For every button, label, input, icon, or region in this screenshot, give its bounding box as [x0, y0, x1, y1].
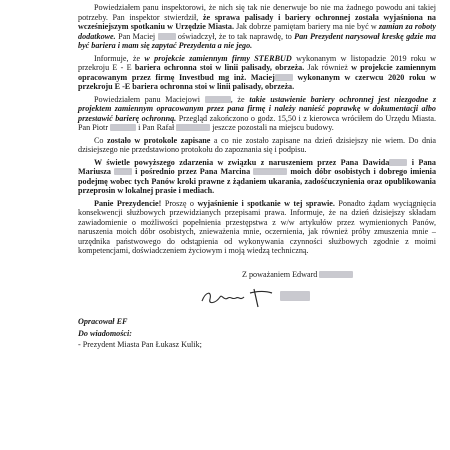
paragraph-1 — [78, 3, 436, 51]
text-run: Pan Prezydent narysował kreskę gdzie ma być bariera i mam się zapytać Prezydenta a nie jego. — [78, 31, 436, 50]
text-run: zostało w protokole zapisane — [107, 135, 211, 145]
signature-icon — [198, 285, 348, 309]
text-run: Przegląd zakończono o godz. 15,50 i z kierowca wróciłem do Urzędu Miasta. Pan Piotr — [78, 113, 436, 132]
redacted-name — [205, 96, 231, 103]
text-run: bariera ochronna stoi w linii palisady, obrzeża. — [134, 63, 305, 72]
text-run: Powiedziałem panu inspektorowi, że nich się tak nie denerwuje bo nie ma żadnego powodu ani takiej potrzeby. Pan inspektor stwierdził, — [78, 3, 436, 22]
text-run: w projekcie zamiennym opracowanym przez firmę Investbud mg inż. Maciej — [78, 63, 437, 82]
signoff — [242, 270, 436, 280]
text-run: jeszcze pozostali na miejscu budowy. — [210, 123, 334, 132]
signoff-text: Z poważaniem Edward — [242, 269, 318, 279]
paragraph-4 — [78, 136, 436, 155]
text-run: wyjaśnienie i spotkanie w tej sprawie. — [197, 198, 335, 208]
text-run: Proszę o — [161, 198, 198, 208]
text-run: a co nie zostało zapisane na dzień dzisiejszy nie wiem. Do dnia dzisiejszego nie przedstawiono protokołu do zapoznania się i podpisu. — [78, 135, 436, 154]
paragraph-5 — [78, 158, 436, 196]
text-run: Jak również — [304, 63, 352, 72]
text-run: W świetle powyższego zdarzenia w związku z naruszeniem przez Pana Dawida — [94, 157, 390, 167]
redacted-name — [176, 124, 210, 131]
paragraph-6 — [78, 199, 436, 256]
text-run: oświadczył, że to tak naprawdę, to — [175, 31, 295, 41]
text-run: Powiedziałem panu Maciejowi — [94, 94, 205, 104]
paragraph-2 — [78, 54, 436, 92]
redacted-name — [158, 33, 176, 40]
paragraph-3 — [78, 95, 436, 133]
text-run: takie ustawienie bariery ochronnej jest niezgodne z projektem zamiennym opracowanym przez pana firmę i należy nanieść poprawkę w dokumentacji albo przestawić barierę ochronną. — [78, 94, 436, 123]
cc-label: Do wiadomości: — [78, 328, 132, 338]
text-run: i pośrednio przez Pana Marcina — [132, 167, 254, 176]
text-run: Ponadto żądam wyciągnięcia konsekwencji służbowych przewidzianych przepisami prawa. Informuje, że na dzień dzisiejszy składam zawiadomienie o możliwości popełnienia przestępstwa z w/w artykułów przez wymienionych Panów, naruszenia moich dóbr osobistych, znieważenia mnie, oczernienia, jak również próby zmuszenia mnie – urzędnika państwowego do odstąpienia od wykonywania czynności służbowych zgodnie z moimi kompetencjami, doświadczeniem życiowym i moją wiedzą techniczną. — [78, 198, 436, 255]
redacted-surname — [319, 271, 353, 278]
redacted-name — [110, 124, 136, 131]
redacted-name — [275, 74, 293, 81]
text-run: Pan Maciej — [115, 31, 158, 41]
cc-first: - Prezydent Miasta Pan Łukasz Kulik; — [78, 340, 202, 349]
text-run: Jak dobrze pamiętam bariery ma nie być w — [234, 22, 379, 31]
text-run: wykonanym w czerwcu 2020 roku w przekroju E -E bariera ochronna stoi w linii palisady, obrzeża. — [78, 72, 437, 91]
text-run: że sprawa palisady i bariery ochronnej została wyjaśniona na wcześniejszym spotkaniu w Urzędzie Miasta. — [78, 12, 436, 31]
handwritten-signature — [198, 285, 436, 307]
redacted-name — [389, 159, 407, 166]
text-run: , że — [230, 94, 250, 104]
prepared-by: Opracował EF — [78, 317, 128, 326]
redacted-name — [114, 168, 132, 175]
text-run: Panie Prezydencie! — [94, 198, 162, 208]
redacted-name — [253, 168, 287, 175]
text-run: zamian za roboty dodatkowe. — [78, 22, 436, 41]
text-run: wykonanym w listopadzie 2019 roku w przekroju E - E — [78, 53, 437, 72]
text-run: i Pan Rafał — [136, 123, 177, 132]
text-run: w projekcie zamiennym firmy STERBUD — [144, 53, 292, 63]
text-run: i Pana Mariusza — [78, 157, 436, 176]
text-run: Co — [94, 135, 107, 145]
text-run: Informuje, że — [94, 53, 145, 63]
footer — [78, 317, 436, 350]
text-run: moich dóbr osobistych i dobrego imienia podejmę wobec tych Panów kroki prawne z żądaniem ukarania, zadośćuczynienia oraz opublikowania przeprosin w lokalnej prasie i mediach. — [78, 167, 437, 195]
